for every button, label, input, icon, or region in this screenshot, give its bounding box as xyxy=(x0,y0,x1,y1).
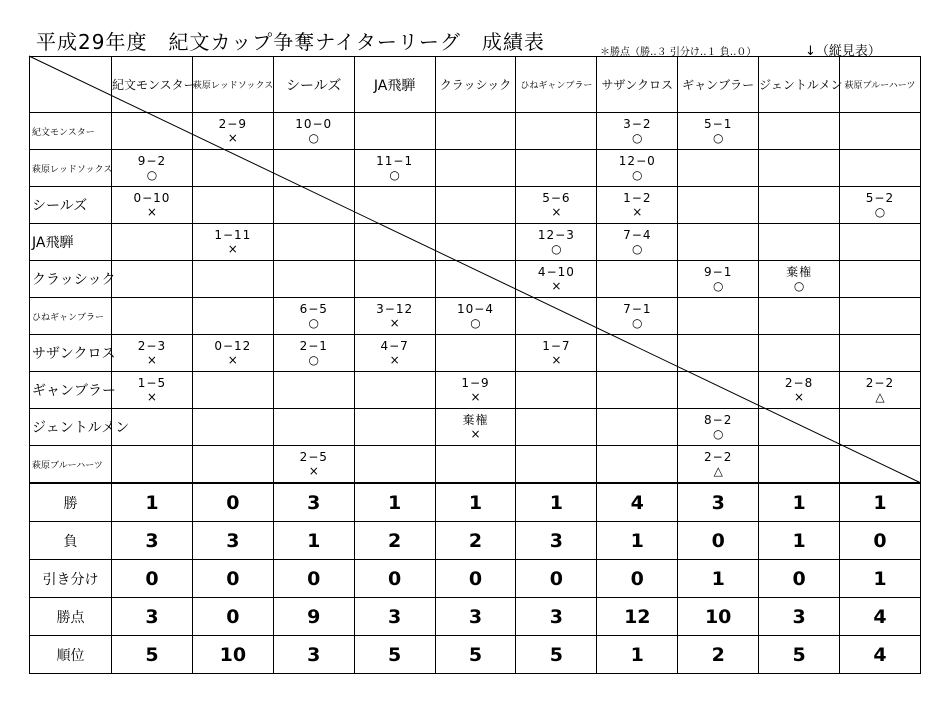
summary-value: 1 xyxy=(840,560,921,598)
result-mark: × xyxy=(146,390,157,404)
summary-value: 3 xyxy=(273,483,354,522)
summary-label: 勝 xyxy=(30,483,112,522)
result-mark: × xyxy=(389,316,400,330)
summary-value: 0 xyxy=(840,522,921,560)
column-team-header: ひねギャンブラー xyxy=(516,57,597,113)
page-title: 平成29年度 紀文カップ争奪ナイターリーグ 成績表 xyxy=(36,30,545,54)
result-mark: ○ xyxy=(632,168,643,182)
match-score: 5−1 xyxy=(704,117,733,131)
match-score: 3−12 xyxy=(376,302,414,316)
match-score: 棄権 xyxy=(462,413,489,427)
summary-value: 1 xyxy=(354,483,435,522)
result-mark: × xyxy=(551,205,562,219)
summary-label: 引き分け xyxy=(30,560,112,598)
column-team-header: ジェントルメン xyxy=(759,57,840,113)
summary-value: 4 xyxy=(840,636,921,674)
summary-label: 負 xyxy=(30,522,112,560)
summary-value: 3 xyxy=(273,636,354,674)
summary-value: 1 xyxy=(597,522,678,560)
result-mark: × xyxy=(227,353,238,367)
match-score: 11−1 xyxy=(376,154,414,168)
summary-value: 3 xyxy=(354,598,435,636)
match-score: 4−10 xyxy=(537,265,575,279)
match-score: 4−7 xyxy=(380,339,409,353)
result-mark: ○ xyxy=(308,131,319,145)
summary-value: 0 xyxy=(192,560,273,598)
match-score: 9−1 xyxy=(704,265,733,279)
result-mark: × xyxy=(551,279,562,293)
result-mark: ○ xyxy=(712,131,724,145)
row-team-header: クラッシック xyxy=(30,261,112,298)
result-mark: ○ xyxy=(632,131,643,145)
match-score: 0−10 xyxy=(133,191,171,205)
column-team-header: ギャンブラー xyxy=(678,57,759,113)
match-score: 棄権 xyxy=(786,265,813,279)
summary-value: 0 xyxy=(192,483,273,522)
result-mark: × xyxy=(308,464,319,478)
result-mark: × xyxy=(227,131,238,145)
result-mark: × xyxy=(389,353,400,367)
summary-value: 2 xyxy=(678,636,759,674)
summary-value: 1 xyxy=(759,483,840,522)
standings-board xyxy=(29,56,920,680)
summary-value: 5 xyxy=(112,636,193,674)
result-mark: × xyxy=(794,390,805,404)
match-score: 2−8 xyxy=(784,376,814,390)
summary-value: 0 xyxy=(678,522,759,560)
result-mark: ○ xyxy=(874,205,886,219)
match-score: 3−2 xyxy=(623,117,652,131)
summary-value: 1 xyxy=(840,483,921,522)
summary-value: 0 xyxy=(759,560,840,598)
summary-value: 0 xyxy=(435,560,516,598)
summary-value: 2 xyxy=(354,522,435,560)
summary-value: 3 xyxy=(435,598,516,636)
match-score: 2−9 xyxy=(218,117,247,131)
result-mark: ○ xyxy=(146,168,158,182)
result-mark: ○ xyxy=(712,427,724,441)
match-score: 7−4 xyxy=(623,228,652,242)
column-team-header: JA飛騨 xyxy=(354,57,435,113)
row-team-header: ジェントルメン xyxy=(30,409,112,446)
summary-value: 1 xyxy=(759,522,840,560)
match-score: 1−7 xyxy=(542,339,571,353)
column-team-header: クラッシック xyxy=(435,57,516,113)
result-mark: × xyxy=(551,353,562,367)
result-mark: × xyxy=(632,205,643,219)
summary-value: 3 xyxy=(516,598,597,636)
summary-value: 0 xyxy=(273,560,354,598)
summary-value: 5 xyxy=(759,636,840,674)
result-mark: △ xyxy=(875,390,885,404)
result-mark: × xyxy=(146,205,157,219)
match-score: 0−12 xyxy=(214,339,252,353)
summary-value: 5 xyxy=(516,636,597,674)
summary-value: 4 xyxy=(597,483,678,522)
diagonal-line-stroke xyxy=(29,56,921,483)
result-mark: × xyxy=(227,242,238,256)
match-score: 5−6 xyxy=(542,191,571,205)
column-team-header: 紀文モンスター xyxy=(112,57,193,113)
row-team-header: サザンクロス xyxy=(30,335,112,372)
row-team-header: 萩原レッドソックス xyxy=(30,150,112,187)
summary-value: 0 xyxy=(597,560,678,598)
summary-value: 2 xyxy=(435,522,516,560)
match-score: 1−9 xyxy=(461,376,490,390)
summary-value: 10 xyxy=(192,636,273,674)
summary-value: 5 xyxy=(354,636,435,674)
match-score: 12−0 xyxy=(618,154,656,168)
summary-label: 順位 xyxy=(30,636,112,674)
summary-value: 5 xyxy=(435,636,516,674)
points-note: ＊勝点（勝‥３ 引分け‥１ 負‥０） xyxy=(600,47,757,58)
row-team-header: JA飛騨 xyxy=(30,224,112,261)
summary-value: 0 xyxy=(112,560,193,598)
match-score: 1−2 xyxy=(623,191,652,205)
summary-value: 4 xyxy=(840,598,921,636)
summary-value: 3 xyxy=(112,598,193,636)
column-team-header: サザンクロス xyxy=(597,57,678,113)
summary-value: 9 xyxy=(273,598,354,636)
row-team-header: ひねギャンブラー xyxy=(30,298,112,335)
match-score: 5−2 xyxy=(865,191,895,205)
read-direction-note: ↓（縦見表） xyxy=(805,44,881,59)
row-team-header: シールズ xyxy=(30,187,112,224)
summary-value: 1 xyxy=(273,522,354,560)
summary-value: 3 xyxy=(759,598,840,636)
summary-value: 10 xyxy=(678,598,759,636)
summary-value: 3 xyxy=(678,483,759,522)
match-score: 2−2 xyxy=(865,376,895,390)
match-score: 10−4 xyxy=(457,302,494,316)
result-mark: ○ xyxy=(632,242,643,256)
summary-value: 1 xyxy=(597,636,678,674)
summary-value: 1 xyxy=(516,483,597,522)
match-score: 1−5 xyxy=(137,376,167,390)
match-score: 1−11 xyxy=(214,228,252,242)
summary-value: 1 xyxy=(112,483,193,522)
match-score: 2−2 xyxy=(704,450,733,464)
result-mark: ○ xyxy=(551,242,562,256)
result-mark: × xyxy=(470,427,481,441)
result-mark: × xyxy=(146,353,157,367)
summary-value: 0 xyxy=(516,560,597,598)
match-score: 12−3 xyxy=(537,228,575,242)
summary-value: 12 xyxy=(597,598,678,636)
row-team-header: 紀文モンスター xyxy=(30,113,112,150)
summary-value: 0 xyxy=(192,598,273,636)
column-team-header: シールズ xyxy=(273,57,354,113)
row-team-header: ギャンブラー xyxy=(30,372,112,409)
match-score: 2−3 xyxy=(137,339,167,353)
summary-value: 1 xyxy=(435,483,516,522)
match-score: 2−1 xyxy=(299,339,328,353)
result-mark: ○ xyxy=(793,279,805,293)
match-score: 10−0 xyxy=(295,117,333,131)
result-mark: △ xyxy=(713,464,723,478)
result-mark: ○ xyxy=(389,168,400,182)
result-mark: ○ xyxy=(308,316,319,330)
match-score: 2−5 xyxy=(299,450,328,464)
diagonal-line xyxy=(29,56,920,680)
result-mark: × xyxy=(470,390,481,404)
summary-value: 1 xyxy=(678,560,759,598)
result-mark: ○ xyxy=(470,316,481,330)
column-team-header: 萩原レッドソックス xyxy=(192,57,273,113)
match-score: 9−2 xyxy=(137,154,167,168)
match-score: 6−5 xyxy=(299,302,328,316)
summary-value: 3 xyxy=(516,522,597,560)
result-mark: ○ xyxy=(712,279,724,293)
summary-value: 3 xyxy=(112,522,193,560)
result-mark: ○ xyxy=(308,353,319,367)
match-score: 7−1 xyxy=(623,302,652,316)
column-team-header: 萩原ブルーハーツ xyxy=(840,57,921,113)
summary-label: 勝点 xyxy=(30,598,112,636)
summary-value: 0 xyxy=(354,560,435,598)
summary-value: 3 xyxy=(192,522,273,560)
result-mark: ○ xyxy=(632,316,643,330)
match-score: 8−2 xyxy=(704,413,733,427)
row-team-header: 萩原ブルーハーツ xyxy=(30,446,112,484)
